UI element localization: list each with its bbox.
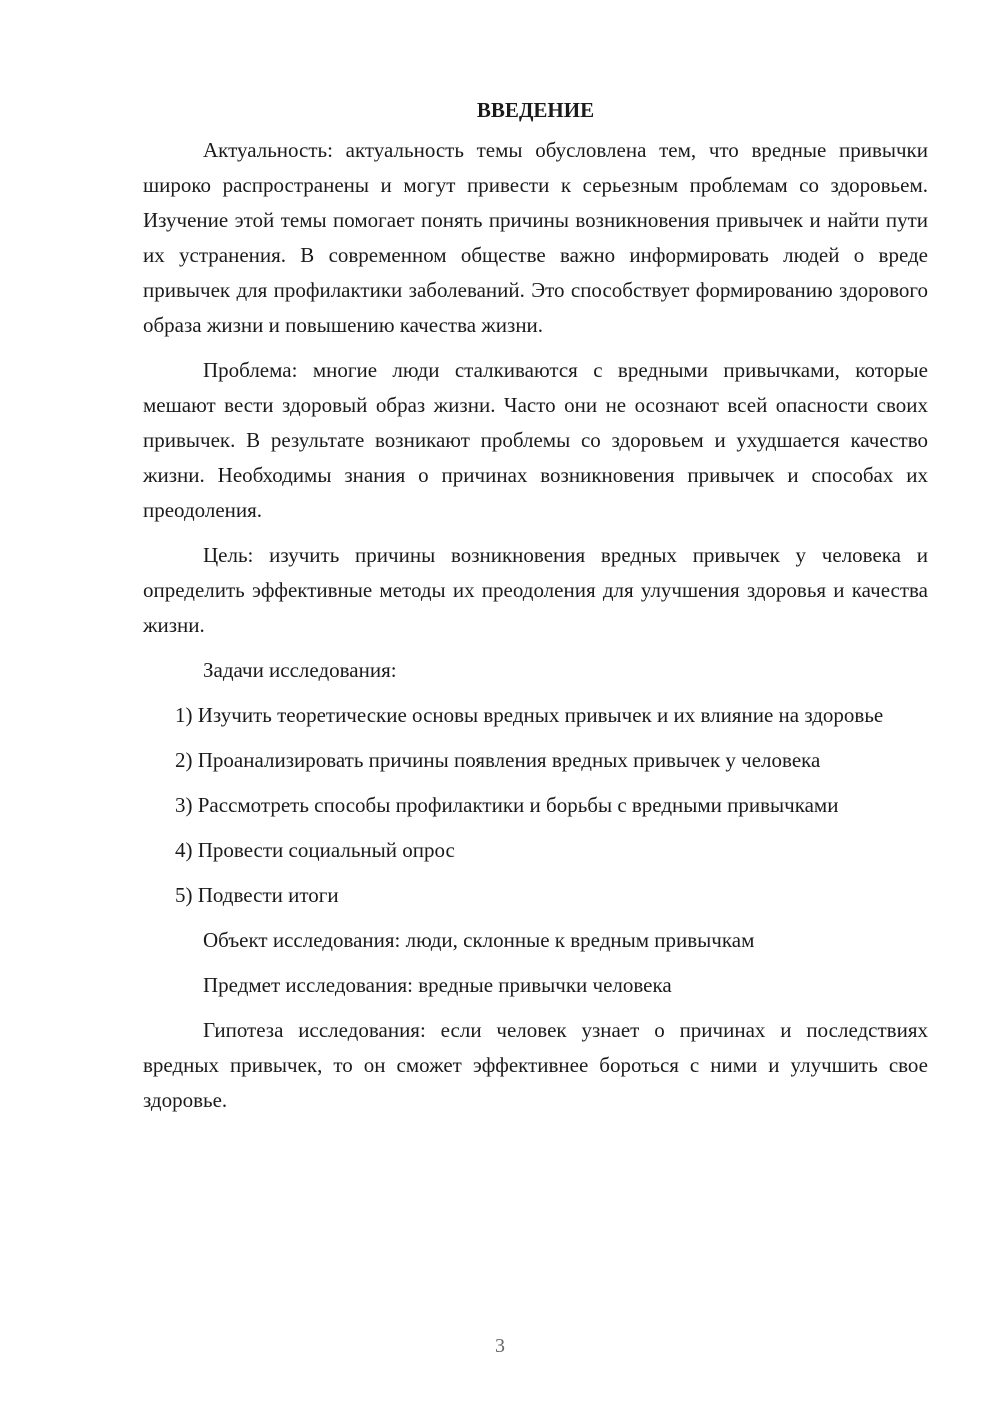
subject-paragraph: Предмет исследования: вредные привычки человека xyxy=(203,973,672,997)
object-paragraph: Объект исследования: люди, склонные к вредным привычкам xyxy=(203,928,755,952)
page-number: 3 xyxy=(495,1335,505,1357)
task-item-3: 3) Рассмотреть способы профилактики и борьбы с вредными привычками xyxy=(175,793,839,817)
relevance-paragraph: Актуальность: актуальность темы обусловлена тем, что вредные привычки широко распространены и могут привести к серьезным проблемам со здоровьем. Изучение этой темы помогает понять причины возникновения привычек и найти пути их устранения. В современном обществе важно информировать людей о вреде привычек для профилактики заболеваний. Это способствует формированию здорового образа жизни и повышению качества жизни. xyxy=(143,138,928,337)
hypothesis-paragraph: Гипотеза исследования: если человек узнает о причинах и последствиях вредных привычек, то он сможет эффективнее бороться с ними и улучшить свое здоровье. xyxy=(143,1018,928,1112)
task-item-4: 4) Провести социальный опрос xyxy=(175,838,455,862)
task-item-2: 2) Проанализировать причины появления вредных привычек у человека xyxy=(175,748,821,772)
page-title: ВВЕДЕНИЕ xyxy=(476,98,595,122)
page-body xyxy=(143,92,928,1128)
problem-paragraph: Проблема: многие люди сталкиваются с вредными привычками, которые мешают вести здоровый образ жизни. Часто они не осознают всей опасности своих привычек. В результате возникают проблемы со здоровьем и ухудшается качество жизни. Необходимы знания о причинах возникновения привычек и способах их преодоления. xyxy=(143,358,928,522)
task-item-1: 1) Изучить теоретические основы вредных привычек и их влияние на здоровье xyxy=(175,703,884,727)
goal-paragraph: Цель: изучить причины возникновения вредных привычек у человека и определить эффективные методы их преодоления для улучшения здоровья и качества жизни. xyxy=(143,543,928,637)
task-item-5: 5) Подвести итоги xyxy=(175,883,339,907)
tasks-heading: Задачи исследования: xyxy=(203,658,397,682)
